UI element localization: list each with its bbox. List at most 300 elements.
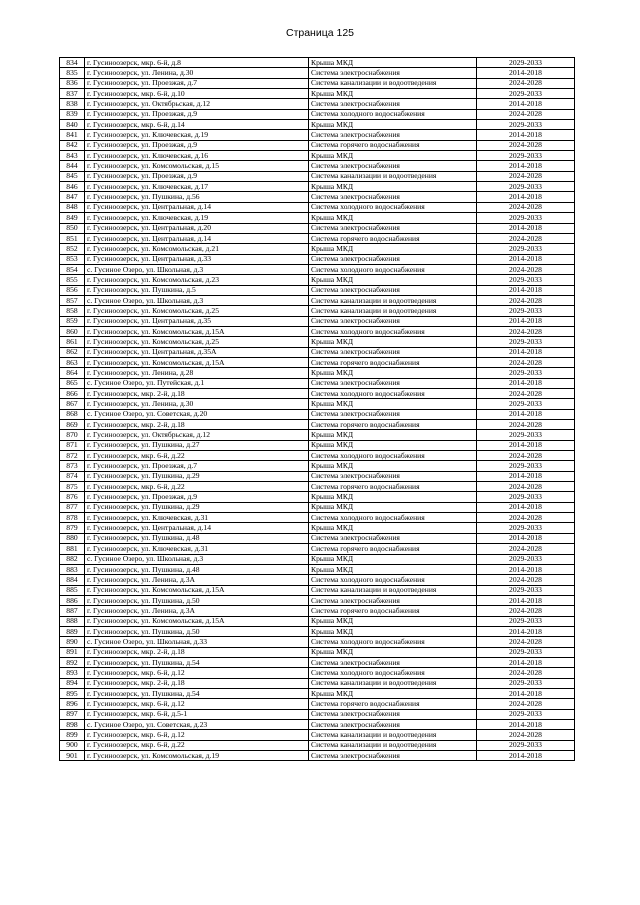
period-cell: 2024-2028	[477, 482, 575, 492]
row-number: 882	[60, 554, 85, 564]
row-number: 837	[60, 89, 85, 99]
table-row	[60, 347, 575, 357]
table-row	[60, 709, 575, 719]
table-row	[60, 213, 575, 223]
address-cell: г. Гусиноозерск, мкр. 6-й, д.12	[85, 668, 309, 678]
table-row	[60, 720, 575, 730]
system-cell: Крыша МКД	[309, 151, 477, 161]
period-cell: 2029-2033	[477, 306, 575, 316]
row-number: 883	[60, 564, 85, 574]
system-cell: Система холодного водоснабжения	[309, 326, 477, 336]
table-row	[60, 244, 575, 254]
address-cell: г. Гусиноозерск, ул. Комсомольская, д.21	[85, 244, 309, 254]
system-cell: Система электроснабжения	[309, 657, 477, 667]
row-number: 874	[60, 471, 85, 481]
address-cell: г. Гусиноозерск, ул. Ключевская, д.19	[85, 130, 309, 140]
table-row	[60, 192, 575, 202]
period-cell: 2014-2018	[477, 316, 575, 326]
system-cell: Крыша МКД	[309, 120, 477, 130]
address-cell: г. Гусиноозерск, ул. Ленина, д.30	[85, 399, 309, 409]
address-cell: г. Гусиноозерск, ул. Пушкина, д.54	[85, 688, 309, 698]
row-number: 893	[60, 668, 85, 678]
address-cell: г. Гусиноозерск, ул. Центральная, д.33	[85, 254, 309, 264]
period-cell: 2014-2018	[477, 409, 575, 419]
table-row	[60, 182, 575, 192]
period-cell: 2014-2018	[477, 502, 575, 512]
table-row	[60, 357, 575, 367]
system-cell: Крыша МКД	[309, 492, 477, 502]
period-cell: 2024-2028	[477, 233, 575, 243]
system-cell: Система канализации и водоотведения	[309, 730, 477, 740]
table-row	[60, 285, 575, 295]
address-cell: г. Гусиноозерск, ул. Центральная, д.14	[85, 523, 309, 533]
table-row	[60, 409, 575, 419]
address-cell: г. Гусиноозерск, мкр. 6-й, д.12	[85, 730, 309, 740]
system-cell: Система канализации и водоотведения	[309, 295, 477, 305]
address-cell: г. Гусиноозерск, мкр. 6-й, д.10	[85, 89, 309, 99]
period-cell: 2029-2033	[477, 182, 575, 192]
table-row	[60, 140, 575, 150]
system-cell: Крыша МКД	[309, 523, 477, 533]
table-row	[60, 461, 575, 471]
address-cell: г. Гусиноозерск, мкр. 6-й, д.22	[85, 482, 309, 492]
period-cell: 2029-2033	[477, 740, 575, 750]
system-cell: Система электроснабжения	[309, 254, 477, 264]
row-number: 834	[60, 58, 85, 68]
table-row	[60, 440, 575, 450]
table-row	[60, 58, 575, 68]
address-cell: г. Гусиноозерск, ул. Ключевская, д.31	[85, 544, 309, 554]
system-cell: Система горячего водоснабжения	[309, 482, 477, 492]
row-number: 844	[60, 161, 85, 171]
table-row	[60, 513, 575, 523]
period-cell: 2014-2018	[477, 440, 575, 450]
table-row	[60, 751, 575, 761]
address-cell: с. Гусиное Озеро, ул. Советская, д.20	[85, 409, 309, 419]
address-cell: г. Гусиноозерск, ул. Проезжая, д.9	[85, 492, 309, 502]
row-number: 897	[60, 709, 85, 719]
address-cell: г. Гусиноозерск, ул. Ленина, д.28	[85, 368, 309, 378]
row-number: 870	[60, 430, 85, 440]
system-cell: Система электроснабжения	[309, 471, 477, 481]
period-cell: 2024-2028	[477, 295, 575, 305]
table-row	[60, 564, 575, 574]
period-cell: 2024-2028	[477, 575, 575, 585]
table-row	[60, 399, 575, 409]
system-cell: Система холодного водоснабжения	[309, 637, 477, 647]
period-cell: 2014-2018	[477, 378, 575, 388]
system-cell: Крыша МКД	[309, 647, 477, 657]
address-cell: г. Гусиноозерск, ул. Пушкина, д.29	[85, 471, 309, 481]
table-row	[60, 120, 575, 130]
address-cell: г. Гусиноозерск, ул. Пушкина, д.27	[85, 440, 309, 450]
address-cell: г. Гусиноозерск, мкр. 6-й, д.8	[85, 58, 309, 68]
address-cell: г. Гусиноозерск, ул. Центральная, д.35	[85, 316, 309, 326]
period-cell: 2029-2033	[477, 337, 575, 347]
address-cell: с. Гусиное Озеро, ул. Школьная, д.3	[85, 554, 309, 564]
row-number: 901	[60, 751, 85, 761]
system-cell: Система электроснабжения	[309, 192, 477, 202]
row-number: 876	[60, 492, 85, 502]
row-number: 855	[60, 275, 85, 285]
row-number: 850	[60, 223, 85, 233]
table-row	[60, 233, 575, 243]
table-row	[60, 451, 575, 461]
row-number: 858	[60, 306, 85, 316]
system-cell: Система электроснабжения	[309, 285, 477, 295]
table-row	[60, 730, 575, 740]
table-row	[60, 337, 575, 347]
system-cell: Система горячего водоснабжения	[309, 699, 477, 709]
system-cell: Система холодного водоснабжения	[309, 575, 477, 585]
row-number: 842	[60, 140, 85, 150]
table-row	[60, 130, 575, 140]
period-cell: 2024-2028	[477, 202, 575, 212]
row-number: 840	[60, 120, 85, 130]
address-cell: г. Гусиноозерск, ул. Пушкина, д.48	[85, 564, 309, 574]
row-number: 877	[60, 502, 85, 512]
row-number: 896	[60, 699, 85, 709]
row-number: 891	[60, 647, 85, 657]
address-cell: г. Гусиноозерск, ул. Пушкина, д.48	[85, 533, 309, 543]
address-cell: г. Гусиноозерск, ул. Октябрьская, д.12	[85, 99, 309, 109]
table-row	[60, 688, 575, 698]
row-number: 889	[60, 626, 85, 636]
row-number: 885	[60, 585, 85, 595]
table-row	[60, 430, 575, 440]
address-cell: г. Гусиноозерск, ул. Комсомольская, д.15А	[85, 357, 309, 367]
table-row	[60, 223, 575, 233]
row-number: 836	[60, 78, 85, 88]
table-row	[60, 606, 575, 616]
row-number: 880	[60, 533, 85, 543]
address-cell: г. Гусиноозерск, ул. Центральная, д.20	[85, 223, 309, 233]
table-row	[60, 668, 575, 678]
row-number: 849	[60, 213, 85, 223]
table-row	[60, 389, 575, 399]
system-cell: Крыша МКД	[309, 213, 477, 223]
address-cell: г. Гусиноозерск, ул. Пушкина, д.50	[85, 595, 309, 605]
address-cell: г. Гусиноозерск, ул. Проезжая, д.7	[85, 461, 309, 471]
system-cell: Крыша МКД	[309, 688, 477, 698]
period-cell: 2029-2033	[477, 244, 575, 254]
system-cell: Система электроснабжения	[309, 378, 477, 388]
row-number: 835	[60, 68, 85, 78]
row-number: 900	[60, 740, 85, 750]
system-cell: Система электроснабжения	[309, 595, 477, 605]
system-cell: Система канализации и водоотведения	[309, 678, 477, 688]
system-cell: Крыша МКД	[309, 89, 477, 99]
period-cell: 2029-2033	[477, 213, 575, 223]
address-cell: г. Гусиноозерск, ул. Комсомольская, д.25	[85, 337, 309, 347]
system-cell: Система электроснабжения	[309, 751, 477, 761]
period-cell: 2024-2028	[477, 420, 575, 430]
address-cell: г. Гусиноозерск, мкр. 2-й, д.18	[85, 389, 309, 399]
system-cell: Система электроснабжения	[309, 316, 477, 326]
period-cell: 2014-2018	[477, 688, 575, 698]
row-number: 853	[60, 254, 85, 264]
row-number: 859	[60, 316, 85, 326]
table-row	[60, 523, 575, 533]
table-row	[60, 575, 575, 585]
row-number: 846	[60, 182, 85, 192]
row-number: 838	[60, 99, 85, 109]
period-cell: 2029-2033	[477, 585, 575, 595]
system-cell: Система электроснабжения	[309, 161, 477, 171]
period-cell: 2029-2033	[477, 151, 575, 161]
table-row	[60, 254, 575, 264]
address-cell: г. Гусиноозерск, ул. Пушкина, д.5	[85, 285, 309, 295]
row-number: 839	[60, 109, 85, 119]
system-cell: Крыша МКД	[309, 244, 477, 254]
system-cell: Крыша МКД	[309, 399, 477, 409]
table-row	[60, 502, 575, 512]
period-cell: 2014-2018	[477, 657, 575, 667]
table-row	[60, 68, 575, 78]
table-row	[60, 109, 575, 119]
period-cell: 2014-2018	[477, 564, 575, 574]
period-cell: 2024-2028	[477, 668, 575, 678]
address-cell: г. Гусиноозерск, ул. Проезжая, д.7	[85, 78, 309, 88]
table-row	[60, 378, 575, 388]
row-number: 899	[60, 730, 85, 740]
system-cell: Система горячего водоснабжения	[309, 606, 477, 616]
address-cell: г. Гусиноозерск, ул. Проезжая, д.9	[85, 109, 309, 119]
table-row	[60, 637, 575, 647]
address-cell: г. Гусиноозерск, ул. Центральная, д.35А	[85, 347, 309, 357]
address-cell: с. Гусиное Озеро, ул. Школьная, д.3	[85, 295, 309, 305]
address-cell: г. Гусиноозерск, ул. Центральная, д.14	[85, 202, 309, 212]
row-number: 861	[60, 337, 85, 347]
table-row	[60, 316, 575, 326]
system-cell: Система электроснабжения	[309, 409, 477, 419]
row-number: 881	[60, 544, 85, 554]
system-cell: Система электроснабжения	[309, 533, 477, 543]
period-cell: 2014-2018	[477, 161, 575, 171]
address-cell: г. Гусиноозерск, ул. Пушкина, д.29	[85, 502, 309, 512]
system-cell: Крыша МКД	[309, 502, 477, 512]
period-cell: 2024-2028	[477, 326, 575, 336]
table-row	[60, 275, 575, 285]
system-cell: Крыша МКД	[309, 182, 477, 192]
address-cell: г. Гусиноозерск, ул. Ключевская, д.31	[85, 513, 309, 523]
row-number: 865	[60, 378, 85, 388]
row-number: 868	[60, 409, 85, 419]
period-cell: 2029-2033	[477, 616, 575, 626]
system-cell: Крыша МКД	[309, 368, 477, 378]
system-cell: Система канализации и водоотведения	[309, 171, 477, 181]
row-number: 847	[60, 192, 85, 202]
table-row	[60, 626, 575, 636]
table-row	[60, 306, 575, 316]
system-cell: Крыша МКД	[309, 430, 477, 440]
address-cell: г. Гусиноозерск, ул. Ленина, д.3А	[85, 575, 309, 585]
period-cell: 2029-2033	[477, 709, 575, 719]
address-cell: г. Гусиноозерск, ул. Пушкина, д.50	[85, 626, 309, 636]
table-row	[60, 89, 575, 99]
table-row	[60, 368, 575, 378]
row-number: 872	[60, 451, 85, 461]
period-cell: 2029-2033	[477, 461, 575, 471]
period-cell: 2014-2018	[477, 347, 575, 357]
system-cell: Крыша МКД	[309, 275, 477, 285]
row-number: 862	[60, 347, 85, 357]
table-row	[60, 585, 575, 595]
address-cell: г. Гусиноозерск, мкр. 2-й, д.18	[85, 647, 309, 657]
row-number: 871	[60, 440, 85, 450]
row-number: 888	[60, 616, 85, 626]
row-number: 843	[60, 151, 85, 161]
row-number: 887	[60, 606, 85, 616]
address-cell: г. Гусиноозерск, ул. Комсомольская, д.15	[85, 161, 309, 171]
period-cell: 2029-2033	[477, 275, 575, 285]
period-cell: 2024-2028	[477, 513, 575, 523]
table-row	[60, 595, 575, 605]
address-cell: с. Гусиное Озеро, ул. Советская, д.23	[85, 720, 309, 730]
period-cell: 2029-2033	[477, 647, 575, 657]
period-cell: 2029-2033	[477, 523, 575, 533]
address-cell: г. Гусиноозерск, ул. Комсомольская, д.15А	[85, 326, 309, 336]
period-cell: 2014-2018	[477, 192, 575, 202]
period-cell: 2024-2028	[477, 140, 575, 150]
address-cell: г. Гусиноозерск, мкр. 2-й, д.18	[85, 678, 309, 688]
address-cell: г. Гусиноозерск, ул. Комсомольская, д.25	[85, 306, 309, 316]
row-number: 886	[60, 595, 85, 605]
table-row	[60, 647, 575, 657]
address-cell: г. Гусиноозерск, ул. Пушкина, д.54	[85, 657, 309, 667]
row-number: 894	[60, 678, 85, 688]
table-row	[60, 492, 575, 502]
period-cell: 2029-2033	[477, 89, 575, 99]
address-cell: г. Гусиноозерск, мкр. 6-й, д.22	[85, 740, 309, 750]
period-cell: 2029-2033	[477, 120, 575, 130]
period-cell: 2024-2028	[477, 451, 575, 461]
system-cell: Система горячего водоснабжения	[309, 420, 477, 430]
row-number: 848	[60, 202, 85, 212]
table-row	[60, 554, 575, 564]
row-number: 854	[60, 264, 85, 274]
row-number: 884	[60, 575, 85, 585]
row-number: 864	[60, 368, 85, 378]
system-cell: Система электроснабжения	[309, 68, 477, 78]
system-cell: Система электроснабжения	[309, 709, 477, 719]
row-number: 863	[60, 357, 85, 367]
period-cell: 2024-2028	[477, 264, 575, 274]
system-cell: Система холодного водоснабжения	[309, 513, 477, 523]
row-number: 898	[60, 720, 85, 730]
system-cell: Крыша МКД	[309, 461, 477, 471]
address-cell: г. Гусиноозерск, ул. Ключевская, д.16	[85, 151, 309, 161]
address-cell: г. Гусиноозерск, ул. Комсомольская, д.15А	[85, 585, 309, 595]
period-cell: 2029-2033	[477, 554, 575, 564]
table-row	[60, 657, 575, 667]
table-row	[60, 533, 575, 543]
address-cell: г. Гусиноозерск, ул. Комсомольская, д.19	[85, 751, 309, 761]
period-cell: 2024-2028	[477, 357, 575, 367]
period-cell: 2029-2033	[477, 58, 575, 68]
table-row	[60, 616, 575, 626]
period-cell: 2024-2028	[477, 699, 575, 709]
system-cell: Система электроснабжения	[309, 130, 477, 140]
system-cell: Система холодного водоснабжения	[309, 264, 477, 274]
period-cell: 2029-2033	[477, 399, 575, 409]
system-cell: Система горячего водоснабжения	[309, 140, 477, 150]
address-cell: г. Гусиноозерск, ул. Проезжая, д.9	[85, 140, 309, 150]
period-cell: 2014-2018	[477, 720, 575, 730]
table-body	[60, 58, 575, 761]
system-cell: Система канализации и водоотведения	[309, 78, 477, 88]
address-cell: г. Гусиноозерск, ул. Центральная, д.14	[85, 233, 309, 243]
system-cell: Система канализации и водоотведения	[309, 306, 477, 316]
table-row	[60, 202, 575, 212]
system-cell: Система электроснабжения	[309, 99, 477, 109]
address-cell: с. Гусиное Озеро, ул. Школьная, д.33	[85, 637, 309, 647]
system-cell: Система электроснабжения	[309, 223, 477, 233]
period-cell: 2014-2018	[477, 595, 575, 605]
system-cell: Система холодного водоснабжения	[309, 109, 477, 119]
row-number: 856	[60, 285, 85, 295]
system-cell: Крыша МКД	[309, 616, 477, 626]
system-cell: Система электроснабжения	[309, 720, 477, 730]
period-cell: 2029-2033	[477, 492, 575, 502]
table-row	[60, 78, 575, 88]
row-number: 867	[60, 399, 85, 409]
system-cell: Система холодного водоснабжения	[309, 668, 477, 678]
row-number: 892	[60, 657, 85, 667]
address-cell: г. Гусиноозерск, мкр. 6-й, д.22	[85, 451, 309, 461]
table-row	[60, 326, 575, 336]
system-cell: Система холодного водоснабжения	[309, 389, 477, 399]
period-cell: 2024-2028	[477, 78, 575, 88]
period-cell: 2014-2018	[477, 99, 575, 109]
table-row	[60, 471, 575, 481]
page-title: Страница 125	[285, 27, 355, 39]
period-cell: 2024-2028	[477, 171, 575, 181]
period-cell: 2014-2018	[477, 626, 575, 636]
address-cell: г. Гусиноозерск, мкр. 2-й, д.18	[85, 420, 309, 430]
address-cell: г. Гусиноозерск, ул. Ключевская, д.19	[85, 213, 309, 223]
row-number: 866	[60, 389, 85, 399]
table-row	[60, 295, 575, 305]
table-row	[60, 264, 575, 274]
system-cell: Система горячего водоснабжения	[309, 357, 477, 367]
period-cell: 2014-2018	[477, 223, 575, 233]
system-cell: Система канализации и водоотведения	[309, 585, 477, 595]
address-cell: г. Гусиноозерск, мкр. 6-й, д.12	[85, 699, 309, 709]
row-number: 879	[60, 523, 85, 533]
period-cell: 2014-2018	[477, 285, 575, 295]
period-cell: 2014-2018	[477, 471, 575, 481]
system-cell: Крыша МКД	[309, 337, 477, 347]
table-row	[60, 171, 575, 181]
period-cell: 2014-2018	[477, 68, 575, 78]
period-cell: 2024-2028	[477, 544, 575, 554]
address-cell: г. Гусиноозерск, ул. Комсомольская, д.15А	[85, 616, 309, 626]
row-number: 878	[60, 513, 85, 523]
system-cell: Крыша МКД	[309, 58, 477, 68]
system-cell: Система канализации и водоотведения	[309, 740, 477, 750]
address-cell: г. Гусиноозерск, ул. Ленина, д.30	[85, 68, 309, 78]
row-number: 869	[60, 420, 85, 430]
row-number: 875	[60, 482, 85, 492]
row-number: 841	[60, 130, 85, 140]
row-number: 895	[60, 688, 85, 698]
system-cell: Система горячего водоснабжения	[309, 233, 477, 243]
period-cell: 2029-2033	[477, 678, 575, 688]
table-row	[60, 678, 575, 688]
table-row	[60, 482, 575, 492]
system-cell: Система холодного водоснабжения	[309, 451, 477, 461]
